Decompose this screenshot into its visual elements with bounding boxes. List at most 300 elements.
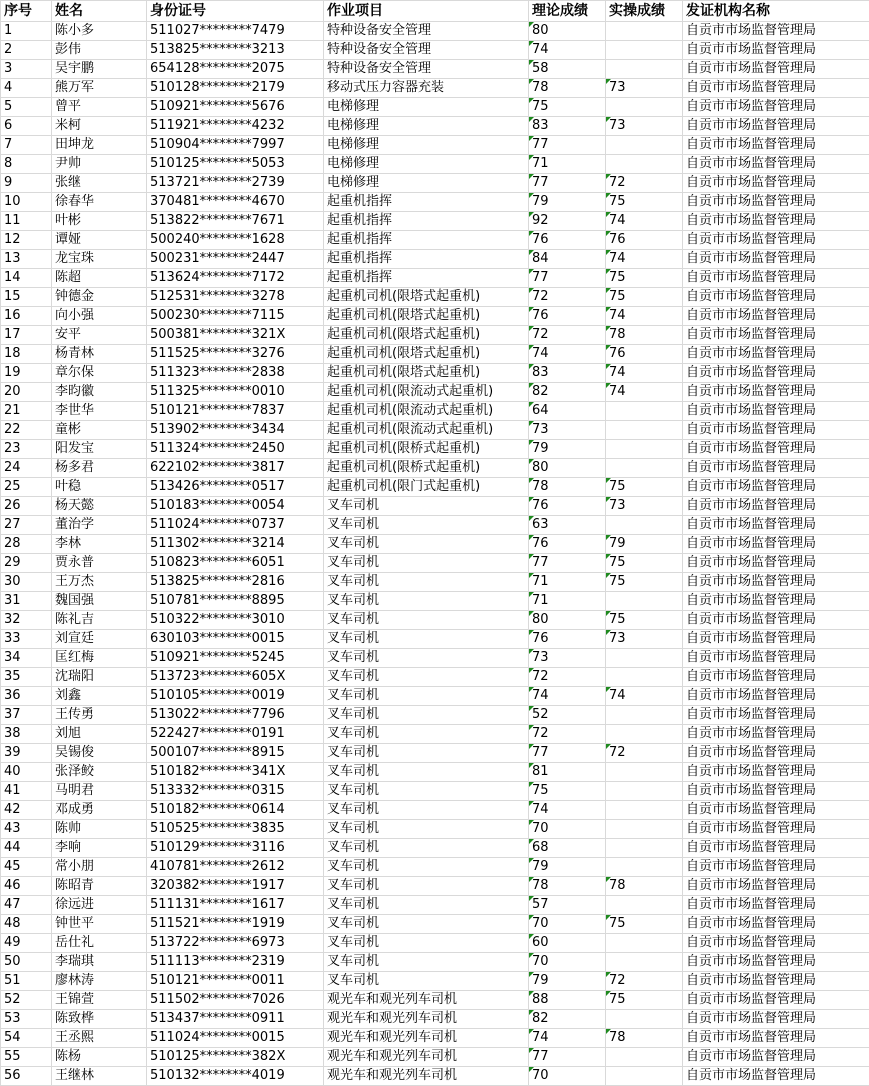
cell-project[interactable]: 叉车司机 [324, 725, 529, 744]
cell-id-number[interactable]: 510105********0019 [147, 687, 324, 706]
cell-name[interactable]: 吴锡俊 [52, 744, 147, 763]
cell-practical-score[interactable]: 75 [606, 554, 683, 573]
cell-theory-score[interactable]: 68 [529, 839, 606, 858]
cell-issuer[interactable]: 自贡市市场监督管理局 [683, 858, 869, 877]
cell-theory-score[interactable]: 77 [529, 744, 606, 763]
cell-theory-score[interactable]: 80 [529, 611, 606, 630]
cell-theory-score[interactable]: 73 [529, 421, 606, 440]
cell-name[interactable]: 陈礼吉 [52, 611, 147, 630]
cell-theory-score[interactable]: 76 [529, 307, 606, 326]
cell-practical-score[interactable]: 73 [606, 117, 683, 136]
cell-issuer[interactable]: 自贡市市场监督管理局 [683, 554, 869, 573]
cell-id-number[interactable]: 513437********0911 [147, 1010, 324, 1029]
cell-practical-score[interactable]: 75 [606, 611, 683, 630]
cell-project[interactable]: 起重机司机(限塔式起重机) [324, 326, 529, 345]
cell-project[interactable]: 叉车司机 [324, 592, 529, 611]
cell-practical-score[interactable]: 79 [606, 535, 683, 554]
cell-name[interactable]: 王万杰 [52, 573, 147, 592]
cell-id-number[interactable]: 510132********4019 [147, 1067, 324, 1086]
cell-project[interactable]: 特种设备安全管理 [324, 60, 529, 79]
cell-index[interactable]: 16 [1, 307, 52, 326]
cell-practical-score[interactable] [606, 421, 683, 440]
cell-project[interactable]: 叉车司机 [324, 668, 529, 687]
cell-issuer[interactable]: 自贡市市场监督管理局 [683, 649, 869, 668]
cell-index[interactable]: 22 [1, 421, 52, 440]
cell-index[interactable]: 21 [1, 402, 52, 421]
cell-theory-score[interactable]: 70 [529, 1067, 606, 1086]
cell-name[interactable]: 熊万军 [52, 79, 147, 98]
cell-practical-score[interactable] [606, 402, 683, 421]
cell-id-number[interactable]: 513426********0517 [147, 478, 324, 497]
cell-practical-score[interactable] [606, 459, 683, 478]
cell-index[interactable]: 37 [1, 706, 52, 725]
cell-project[interactable]: 叉车司机 [324, 611, 529, 630]
cell-project[interactable]: 叉车司机 [324, 744, 529, 763]
cell-theory-score[interactable]: 64 [529, 402, 606, 421]
cell-id-number[interactable]: 513722********6973 [147, 934, 324, 953]
cell-theory-score[interactable]: 80 [529, 459, 606, 478]
cell-id-number[interactable]: 654128********2075 [147, 60, 324, 79]
cell-name[interactable]: 李林 [52, 535, 147, 554]
cell-index[interactable]: 48 [1, 915, 52, 934]
header-index[interactable]: 序号 [1, 1, 52, 22]
cell-index[interactable]: 7 [1, 136, 52, 155]
cell-project[interactable]: 观光车和观光列车司机 [324, 991, 529, 1010]
cell-index[interactable]: 3 [1, 60, 52, 79]
cell-practical-score[interactable] [606, 649, 683, 668]
cell-issuer[interactable]: 自贡市市场监督管理局 [683, 687, 869, 706]
cell-project[interactable]: 起重机司机(限塔式起重机) [324, 288, 529, 307]
cell-issuer[interactable]: 自贡市市场监督管理局 [683, 364, 869, 383]
cell-theory-score[interactable]: 63 [529, 516, 606, 535]
cell-id-number[interactable]: 513723********605X [147, 668, 324, 687]
cell-practical-score[interactable] [606, 801, 683, 820]
header-theory-score[interactable]: 理论成绩 [529, 1, 606, 22]
cell-id-number[interactable]: 512531********3278 [147, 288, 324, 307]
cell-issuer[interactable]: 自贡市市场监督管理局 [683, 896, 869, 915]
cell-practical-score[interactable] [606, 155, 683, 174]
cell-issuer[interactable]: 自贡市市场监督管理局 [683, 136, 869, 155]
cell-practical-score[interactable]: 78 [606, 877, 683, 896]
cell-index[interactable]: 24 [1, 459, 52, 478]
cell-theory-score[interactable]: 73 [529, 649, 606, 668]
cell-theory-score[interactable]: 79 [529, 972, 606, 991]
cell-project[interactable]: 起重机司机(限桥式起重机) [324, 440, 529, 459]
cell-practical-score[interactable]: 75 [606, 269, 683, 288]
cell-name[interactable]: 阳发宝 [52, 440, 147, 459]
cell-theory-score[interactable]: 77 [529, 269, 606, 288]
cell-id-number[interactable]: 513902********3434 [147, 421, 324, 440]
cell-project[interactable]: 叉车司机 [324, 573, 529, 592]
cell-index[interactable]: 29 [1, 554, 52, 573]
cell-index[interactable]: 5 [1, 98, 52, 117]
cell-practical-score[interactable]: 72 [606, 744, 683, 763]
cell-id-number[interactable]: 511921********4232 [147, 117, 324, 136]
cell-issuer[interactable]: 自贡市市场监督管理局 [683, 725, 869, 744]
cell-id-number[interactable]: 510125********5053 [147, 155, 324, 174]
cell-index[interactable]: 30 [1, 573, 52, 592]
cell-theory-score[interactable]: 74 [529, 687, 606, 706]
cell-name[interactable]: 叶稳 [52, 478, 147, 497]
cell-index[interactable]: 18 [1, 345, 52, 364]
cell-project[interactable]: 起重机司机(限塔式起重机) [324, 364, 529, 383]
cell-project[interactable]: 起重机司机(限塔式起重机) [324, 307, 529, 326]
cell-name[interactable]: 叶彬 [52, 212, 147, 231]
cell-project[interactable]: 叉车司机 [324, 535, 529, 554]
cell-id-number[interactable]: 511113********2319 [147, 953, 324, 972]
cell-practical-score[interactable]: 75 [606, 573, 683, 592]
cell-project[interactable]: 叉车司机 [324, 820, 529, 839]
cell-practical-score[interactable] [606, 41, 683, 60]
cell-name[interactable]: 邓成勇 [52, 801, 147, 820]
cell-practical-score[interactable] [606, 60, 683, 79]
cell-index[interactable]: 6 [1, 117, 52, 136]
cell-issuer[interactable]: 自贡市市场监督管理局 [683, 440, 869, 459]
cell-name[interactable]: 陈致桦 [52, 1010, 147, 1029]
cell-issuer[interactable]: 自贡市市场监督管理局 [683, 820, 869, 839]
cell-id-number[interactable]: 510781********8895 [147, 592, 324, 611]
cell-name[interactable]: 安平 [52, 326, 147, 345]
cell-id-number[interactable]: 370481********4670 [147, 193, 324, 212]
cell-issuer[interactable]: 自贡市市场监督管理局 [683, 706, 869, 725]
cell-project[interactable]: 起重机司机(限桥式起重机) [324, 459, 529, 478]
cell-issuer[interactable]: 自贡市市场监督管理局 [683, 212, 869, 231]
header-practical-score[interactable]: 实操成绩 [606, 1, 683, 22]
cell-practical-score[interactable] [606, 953, 683, 972]
cell-issuer[interactable]: 自贡市市场监督管理局 [683, 79, 869, 98]
header-name[interactable]: 姓名 [52, 1, 147, 22]
cell-index[interactable]: 32 [1, 611, 52, 630]
cell-practical-score[interactable] [606, 1067, 683, 1086]
cell-index[interactable]: 44 [1, 839, 52, 858]
cell-id-number[interactable]: 510128********2179 [147, 79, 324, 98]
cell-issuer[interactable]: 自贡市市场监督管理局 [683, 459, 869, 478]
cell-project[interactable]: 叉车司机 [324, 763, 529, 782]
cell-practical-score[interactable] [606, 98, 683, 117]
cell-issuer[interactable]: 自贡市市场监督管理局 [683, 402, 869, 421]
cell-name[interactable]: 谭娅 [52, 231, 147, 250]
cell-index[interactable]: 13 [1, 250, 52, 269]
cell-theory-score[interactable]: 74 [529, 801, 606, 820]
cell-project[interactable]: 叉车司机 [324, 801, 529, 820]
cell-issuer[interactable]: 自贡市市场监督管理局 [683, 744, 869, 763]
cell-issuer[interactable]: 自贡市市场监督管理局 [683, 98, 869, 117]
cell-id-number[interactable]: 511302********3214 [147, 535, 324, 554]
cell-name[interactable]: 陈帅 [52, 820, 147, 839]
cell-index[interactable]: 52 [1, 991, 52, 1010]
cell-project[interactable]: 观光车和观光列车司机 [324, 1029, 529, 1048]
cell-id-number[interactable]: 510525********3835 [147, 820, 324, 839]
cell-practical-score[interactable] [606, 820, 683, 839]
cell-practical-score[interactable]: 74 [606, 383, 683, 402]
cell-theory-score[interactable]: 72 [529, 668, 606, 687]
cell-id-number[interactable]: 513825********2816 [147, 573, 324, 592]
cell-project[interactable]: 叉车司机 [324, 972, 529, 991]
cell-id-number[interactable]: 513721********2739 [147, 174, 324, 193]
cell-id-number[interactable]: 511131********1617 [147, 896, 324, 915]
cell-project[interactable]: 电梯修理 [324, 155, 529, 174]
cell-index[interactable]: 31 [1, 592, 52, 611]
cell-index[interactable]: 42 [1, 801, 52, 820]
cell-name[interactable]: 魏国强 [52, 592, 147, 611]
cell-issuer[interactable]: 自贡市市场监督管理局 [683, 972, 869, 991]
cell-project[interactable]: 特种设备安全管理 [324, 22, 529, 41]
cell-index[interactable]: 43 [1, 820, 52, 839]
header-project[interactable]: 作业项目 [324, 1, 529, 22]
cell-theory-score[interactable]: 74 [529, 41, 606, 60]
cell-index[interactable]: 36 [1, 687, 52, 706]
cell-name[interactable]: 杨多君 [52, 459, 147, 478]
cell-project[interactable]: 起重机指挥 [324, 269, 529, 288]
cell-project[interactable]: 起重机指挥 [324, 193, 529, 212]
cell-index[interactable]: 10 [1, 193, 52, 212]
cell-practical-score[interactable]: 76 [606, 231, 683, 250]
cell-issuer[interactable]: 自贡市市场监督管理局 [683, 1048, 869, 1067]
cell-name[interactable]: 董治学 [52, 516, 147, 535]
cell-practical-score[interactable] [606, 858, 683, 877]
cell-project[interactable]: 起重机指挥 [324, 231, 529, 250]
cell-index[interactable]: 11 [1, 212, 52, 231]
cell-name[interactable]: 马明君 [52, 782, 147, 801]
cell-name[interactable]: 陈超 [52, 269, 147, 288]
cell-name[interactable]: 李世华 [52, 402, 147, 421]
cell-project[interactable]: 叉车司机 [324, 782, 529, 801]
cell-issuer[interactable]: 自贡市市场监督管理局 [683, 763, 869, 782]
cell-name[interactable]: 米柯 [52, 117, 147, 136]
cell-project[interactable]: 叉车司机 [324, 953, 529, 972]
cell-theory-score[interactable]: 77 [529, 136, 606, 155]
cell-id-number[interactable]: 522427********0191 [147, 725, 324, 744]
cell-issuer[interactable]: 自贡市市场监督管理局 [683, 497, 869, 516]
cell-theory-score[interactable]: 71 [529, 573, 606, 592]
cell-id-number[interactable]: 500230********7115 [147, 307, 324, 326]
cell-theory-score[interactable]: 70 [529, 915, 606, 934]
cell-name[interactable]: 龙宝珠 [52, 250, 147, 269]
cell-issuer[interactable]: 自贡市市场监督管理局 [683, 288, 869, 307]
cell-id-number[interactable]: 513822********7671 [147, 212, 324, 231]
cell-index[interactable]: 23 [1, 440, 52, 459]
cell-practical-score[interactable]: 74 [606, 364, 683, 383]
cell-project[interactable]: 起重机司机(限门式起重机) [324, 478, 529, 497]
cell-project[interactable]: 观光车和观光列车司机 [324, 1067, 529, 1086]
cell-project[interactable]: 起重机司机(限流动式起重机) [324, 402, 529, 421]
cell-id-number[interactable]: 511324********2450 [147, 440, 324, 459]
cell-index[interactable]: 2 [1, 41, 52, 60]
cell-project[interactable]: 起重机指挥 [324, 212, 529, 231]
cell-theory-score[interactable]: 82 [529, 383, 606, 402]
cell-practical-score[interactable]: 78 [606, 1029, 683, 1048]
cell-project[interactable]: 电梯修理 [324, 174, 529, 193]
cell-id-number[interactable]: 510182********341X [147, 763, 324, 782]
cell-issuer[interactable]: 自贡市市场监督管理局 [683, 117, 869, 136]
cell-id-number[interactable]: 500240********1628 [147, 231, 324, 250]
cell-practical-score[interactable] [606, 763, 683, 782]
cell-practical-score[interactable]: 76 [606, 345, 683, 364]
cell-id-number[interactable]: 510322********3010 [147, 611, 324, 630]
cell-project[interactable]: 叉车司机 [324, 516, 529, 535]
cell-index[interactable]: 20 [1, 383, 52, 402]
cell-theory-score[interactable]: 83 [529, 364, 606, 383]
cell-project[interactable]: 移动式压力容器充装 [324, 79, 529, 98]
cell-issuer[interactable]: 自贡市市场监督管理局 [683, 782, 869, 801]
cell-id-number[interactable]: 510823********6051 [147, 554, 324, 573]
cell-theory-score[interactable]: 84 [529, 250, 606, 269]
cell-index[interactable]: 34 [1, 649, 52, 668]
cell-practical-score[interactable] [606, 706, 683, 725]
cell-name[interactable]: 王丞熙 [52, 1029, 147, 1048]
cell-theory-score[interactable]: 76 [529, 497, 606, 516]
cell-practical-score[interactable] [606, 592, 683, 611]
cell-id-number[interactable]: 510182********0614 [147, 801, 324, 820]
cell-project[interactable]: 叉车司机 [324, 858, 529, 877]
cell-project[interactable]: 起重机司机(限塔式起重机) [324, 345, 529, 364]
cell-issuer[interactable]: 自贡市市场监督管理局 [683, 573, 869, 592]
cell-issuer[interactable]: 自贡市市场监督管理局 [683, 801, 869, 820]
cell-theory-score[interactable]: 78 [529, 79, 606, 98]
cell-index[interactable]: 15 [1, 288, 52, 307]
cell-id-number[interactable]: 511325********0010 [147, 383, 324, 402]
cell-name[interactable]: 杨青林 [52, 345, 147, 364]
cell-name[interactable]: 沈瑞阳 [52, 668, 147, 687]
cell-issuer[interactable]: 自贡市市场监督管理局 [683, 915, 869, 934]
cell-issuer[interactable]: 自贡市市场监督管理局 [683, 250, 869, 269]
cell-name[interactable]: 田坤龙 [52, 136, 147, 155]
cell-issuer[interactable]: 自贡市市场监督管理局 [683, 953, 869, 972]
cell-index[interactable]: 51 [1, 972, 52, 991]
cell-name[interactable]: 刘鑫 [52, 687, 147, 706]
cell-project[interactable]: 叉车司机 [324, 877, 529, 896]
header-issuer[interactable]: 发证机构名称 [683, 1, 869, 22]
cell-theory-score[interactable]: 83 [529, 117, 606, 136]
cell-practical-score[interactable] [606, 668, 683, 687]
cell-project[interactable]: 电梯修理 [324, 136, 529, 155]
cell-name[interactable]: 陈小多 [52, 22, 147, 41]
cell-theory-score[interactable]: 81 [529, 763, 606, 782]
cell-issuer[interactable]: 自贡市市场监督管理局 [683, 630, 869, 649]
cell-theory-score[interactable]: 79 [529, 440, 606, 459]
cell-theory-score[interactable]: 72 [529, 288, 606, 307]
cell-theory-score[interactable]: 92 [529, 212, 606, 231]
cell-name[interactable]: 常小朋 [52, 858, 147, 877]
cell-name[interactable]: 刘旭 [52, 725, 147, 744]
cell-index[interactable]: 46 [1, 877, 52, 896]
cell-name[interactable]: 刘宣廷 [52, 630, 147, 649]
cell-index[interactable]: 41 [1, 782, 52, 801]
cell-name[interactable]: 王继林 [52, 1067, 147, 1086]
cell-theory-score[interactable]: 71 [529, 155, 606, 174]
cell-id-number[interactable]: 500381********321X [147, 326, 324, 345]
cell-index[interactable]: 38 [1, 725, 52, 744]
cell-practical-score[interactable] [606, 725, 683, 744]
cell-name[interactable]: 贾永普 [52, 554, 147, 573]
cell-practical-score[interactable] [606, 440, 683, 459]
cell-index[interactable]: 54 [1, 1029, 52, 1048]
cell-project[interactable]: 叉车司机 [324, 687, 529, 706]
cell-theory-score[interactable]: 70 [529, 953, 606, 972]
cell-id-number[interactable]: 511525********3276 [147, 345, 324, 364]
cell-practical-score[interactable] [606, 516, 683, 535]
cell-theory-score[interactable]: 72 [529, 326, 606, 345]
cell-index[interactable]: 33 [1, 630, 52, 649]
cell-practical-score[interactable] [606, 136, 683, 155]
cell-index[interactable]: 9 [1, 174, 52, 193]
cell-practical-score[interactable] [606, 839, 683, 858]
cell-index[interactable]: 53 [1, 1010, 52, 1029]
cell-issuer[interactable]: 自贡市市场监督管理局 [683, 535, 869, 554]
cell-id-number[interactable]: 320382********1917 [147, 877, 324, 896]
cell-theory-score[interactable]: 71 [529, 592, 606, 611]
cell-index[interactable]: 26 [1, 497, 52, 516]
cell-project[interactable]: 特种设备安全管理 [324, 41, 529, 60]
cell-practical-score[interactable]: 73 [606, 79, 683, 98]
cell-project[interactable]: 叉车司机 [324, 934, 529, 953]
cell-name[interactable]: 童彬 [52, 421, 147, 440]
cell-name[interactable]: 尹帅 [52, 155, 147, 174]
cell-theory-score[interactable]: 77 [529, 174, 606, 193]
cell-theory-score[interactable]: 79 [529, 858, 606, 877]
cell-id-number[interactable]: 510129********3116 [147, 839, 324, 858]
cell-practical-score[interactable]: 74 [606, 250, 683, 269]
cell-issuer[interactable]: 自贡市市场监督管理局 [683, 516, 869, 535]
cell-theory-score[interactable]: 74 [529, 345, 606, 364]
cell-name[interactable]: 廖林涛 [52, 972, 147, 991]
cell-name[interactable]: 李瑞琪 [52, 953, 147, 972]
cell-name[interactable]: 匡红梅 [52, 649, 147, 668]
cell-id-number[interactable]: 510921********5245 [147, 649, 324, 668]
cell-index[interactable]: 4 [1, 79, 52, 98]
cell-id-number[interactable]: 511323********2838 [147, 364, 324, 383]
cell-theory-score[interactable]: 77 [529, 1048, 606, 1067]
cell-index[interactable]: 45 [1, 858, 52, 877]
cell-practical-score[interactable]: 75 [606, 991, 683, 1010]
cell-project[interactable]: 起重机指挥 [324, 250, 529, 269]
cell-theory-score[interactable]: 88 [529, 991, 606, 1010]
cell-issuer[interactable]: 自贡市市场监督管理局 [683, 1010, 869, 1029]
cell-index[interactable]: 40 [1, 763, 52, 782]
cell-practical-score[interactable]: 75 [606, 915, 683, 934]
cell-theory-score[interactable]: 58 [529, 60, 606, 79]
cell-theory-score[interactable]: 75 [529, 98, 606, 117]
cell-index[interactable]: 35 [1, 668, 52, 687]
cell-theory-score[interactable]: 82 [529, 1010, 606, 1029]
cell-issuer[interactable]: 自贡市市场监督管理局 [683, 193, 869, 212]
cell-id-number[interactable]: 500107********8915 [147, 744, 324, 763]
cell-theory-score[interactable]: 78 [529, 478, 606, 497]
cell-id-number[interactable]: 510121********7837 [147, 402, 324, 421]
cell-issuer[interactable]: 自贡市市场监督管理局 [683, 155, 869, 174]
cell-theory-score[interactable]: 77 [529, 554, 606, 573]
cell-name[interactable]: 彭伟 [52, 41, 147, 60]
cell-issuer[interactable]: 自贡市市场监督管理局 [683, 1067, 869, 1086]
cell-id-number[interactable]: 513022********7796 [147, 706, 324, 725]
cell-practical-score[interactable]: 75 [606, 288, 683, 307]
header-id-number[interactable]: 身份证号 [147, 1, 324, 22]
cell-theory-score[interactable]: 75 [529, 782, 606, 801]
cell-practical-score[interactable]: 73 [606, 630, 683, 649]
cell-issuer[interactable]: 自贡市市场监督管理局 [683, 345, 869, 364]
cell-theory-score[interactable]: 79 [529, 193, 606, 212]
cell-issuer[interactable]: 自贡市市场监督管理局 [683, 592, 869, 611]
cell-issuer[interactable]: 自贡市市场监督管理局 [683, 611, 869, 630]
cell-id-number[interactable]: 511502********7026 [147, 991, 324, 1010]
cell-theory-score[interactable]: 76 [529, 535, 606, 554]
cell-issuer[interactable]: 自贡市市场监督管理局 [683, 174, 869, 193]
cell-practical-score[interactable] [606, 22, 683, 41]
cell-id-number[interactable]: 630103********0015 [147, 630, 324, 649]
cell-name[interactable]: 向小强 [52, 307, 147, 326]
cell-id-number[interactable]: 513624********7172 [147, 269, 324, 288]
cell-index[interactable]: 50 [1, 953, 52, 972]
